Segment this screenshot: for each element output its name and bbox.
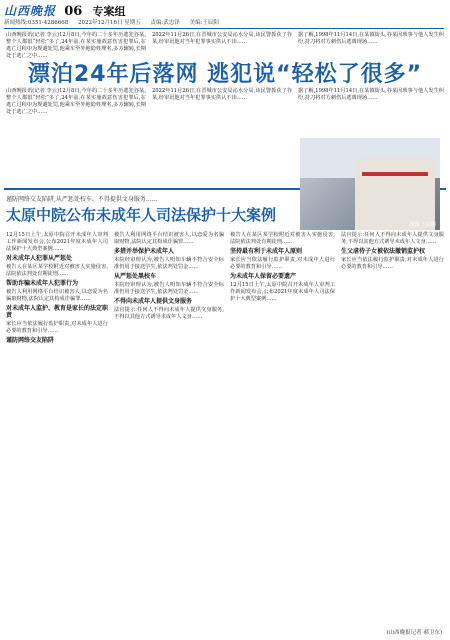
story1-body-2: 2022年11月26日,在晋城市公安局沁水分局,该民警抓获了谷某,经审讯他对当年犯罪事实供认不讳…… bbox=[152, 88, 292, 101]
editor: 责编:武忠泽 bbox=[150, 20, 180, 26]
page-number: 06 bbox=[64, 4, 83, 19]
story2-reporter: (山西晚报记者 郝卫东) bbox=[386, 630, 442, 636]
story2-para-3: 被告人利用网络平台结识被害人,以恋爱为名骗取财物,法院认定其构成诈骗罪…… bbox=[6, 289, 108, 302]
story2-para-4: 家长应当依法履行监护职责,对未成年人进行必要的教育和引导…… bbox=[6, 321, 108, 334]
newspaper-logo: 山西晚报 bbox=[4, 4, 57, 18]
story2-subhead-10: 为未成年人保留必要遗产 bbox=[230, 273, 297, 280]
story2-subhead-5: 多措并举保护未成年人 bbox=[114, 248, 175, 255]
story2-subhead-9: 生父虐待子女被依法撤销监护权 bbox=[341, 248, 426, 255]
story2-para-9: 被告人在某区某学校附近对被害人实施侵害,法院依法判处有期徒刑…… bbox=[230, 232, 335, 245]
designer: 美编:王辰阳 bbox=[189, 20, 219, 26]
story2-para-13: 家长应当依法履行监护职责,对未成年人进行必要的教育和引导…… bbox=[341, 257, 444, 270]
story2-subhead-3: 对未成年人监护、教育是家长的法定职责 bbox=[6, 305, 109, 319]
info-bar bbox=[4, 18, 444, 29]
story2-subhead-2: 帮助诈骗未成年人犯罪行为 bbox=[6, 280, 79, 287]
story2-subhead-4: 谨防网络交友陷阱 bbox=[6, 337, 55, 344]
photo-caption: 制图 王辰阳 bbox=[409, 222, 436, 228]
story1-column-1: 山西晚报讯(记者 李云)12月8日,今年的二十多年历逃犯谷某,整个人都很“轻松”多了,24年前,在某实施故意伤害犯罪后,在逃亡过程中为规避处罚,他乘车至外地隐姓埋名,多方辗转,长期处于逃亡之中…… bbox=[6, 32, 146, 59]
photo-courthouse bbox=[355, 158, 435, 230]
story2-column-2 bbox=[114, 232, 224, 627]
story2-column-3 bbox=[230, 232, 335, 627]
story2-subhead-6: 从严惩处黑校车 bbox=[114, 273, 157, 280]
story2-para-11: 12月15日上午,太原中院召开未成年人审判工作新闻发布会,公布2021年度未成年人司法保护十大典型案例…… bbox=[230, 282, 335, 302]
story2-para-5: 被告人利用网络平台结识被害人,以恋爱为名骗取财物,法院认定其构成诈骗罪…… bbox=[114, 232, 224, 245]
story2-para-8: 法官提示:任何人不得向未成年人提供文身服务,不得以其他方式诱导未成年人文身…… bbox=[114, 307, 224, 320]
story2-kicker: 谨防网络交友陷阱,从严惩处校车、不得提供文身服务…… bbox=[6, 196, 158, 203]
story1-headline: 漂泊24年后落网 逃犯说“轻松了很多” bbox=[27, 62, 423, 87]
story2-para-10: 家长应当依法履行监护职责,对未成年人进行必要的教育和引导…… bbox=[230, 257, 335, 270]
story2-para-2: 被告人在某区某学校附近对被害人实施侵害,法院依法判处有期徒刑…… bbox=[6, 264, 108, 277]
story2-column-1 bbox=[6, 232, 108, 627]
date: 2022年12月16日 星期五 bbox=[77, 20, 141, 26]
story2-para-1: 12月15日上午,太原中院召开未成年人审判工作新闻发布会,公布2021年度未成年人司法保护十大典型案例…… bbox=[6, 232, 108, 252]
hotline: 新闻热线:0351-4286668 bbox=[4, 20, 69, 26]
masthead bbox=[4, 2, 444, 19]
story2-illustration bbox=[300, 138, 440, 230]
story1-column-3: 据了解,1998年11月14日,在某镇街头,谷某因琐事与他人发生纠纷,持刀将对方刺伤后逃离现场…… bbox=[298, 32, 444, 45]
photo-banner bbox=[362, 172, 428, 176]
section-name: 专案组 bbox=[92, 5, 126, 18]
story2-subhead-1: 对未成年人犯罪从严惩处 bbox=[6, 255, 73, 262]
story1-column-2: 2022年11月26日,在晋城市公安局沁水分局,该民警抓获了谷某,经审讯他对当年犯罪事实供认不讳…… bbox=[152, 32, 292, 45]
story2-para-7: 本院经审理认为,被告人明知车辆不符合安全标准仍用于接送学生,依法判处罚金…… bbox=[114, 282, 224, 295]
story1-body-3: 据了解,1998年11月14日,在某镇街头,谷某因琐事与他人发生纠纷,持刀将对方刺伤后逃离现场…… bbox=[298, 88, 444, 101]
story2-subhead-7: 不得向未成年人提供文身服务 bbox=[114, 298, 193, 305]
story2-para-6: 本院经审理认为,被告人明知车辆不符合安全标准仍用于接送学生,依法判处罚金…… bbox=[114, 257, 224, 270]
story2-para-12: 法官提示:任何人不得向未成年人提供文身服务,不得以其他方式诱导未成年人文身…… bbox=[341, 232, 444, 245]
story1-body-1: 山西晚报讯(记者 李云)12月8日,今年的二十多年历逃犯谷某,整个人都很“轻松”多了,24年前,在某实施故意伤害犯罪后,在逃亡过程中为规避处罚,他乘车至外地隐姓埋名,多方辗转,长期处于逃亡之中…… bbox=[6, 88, 146, 115]
story2-headline: 太原中院公布未成年人司法保护十大案例 bbox=[6, 206, 277, 224]
story2-column-4 bbox=[341, 232, 444, 627]
story2-subhead-8: 坚持最有利于未成年人原则 bbox=[230, 248, 303, 255]
